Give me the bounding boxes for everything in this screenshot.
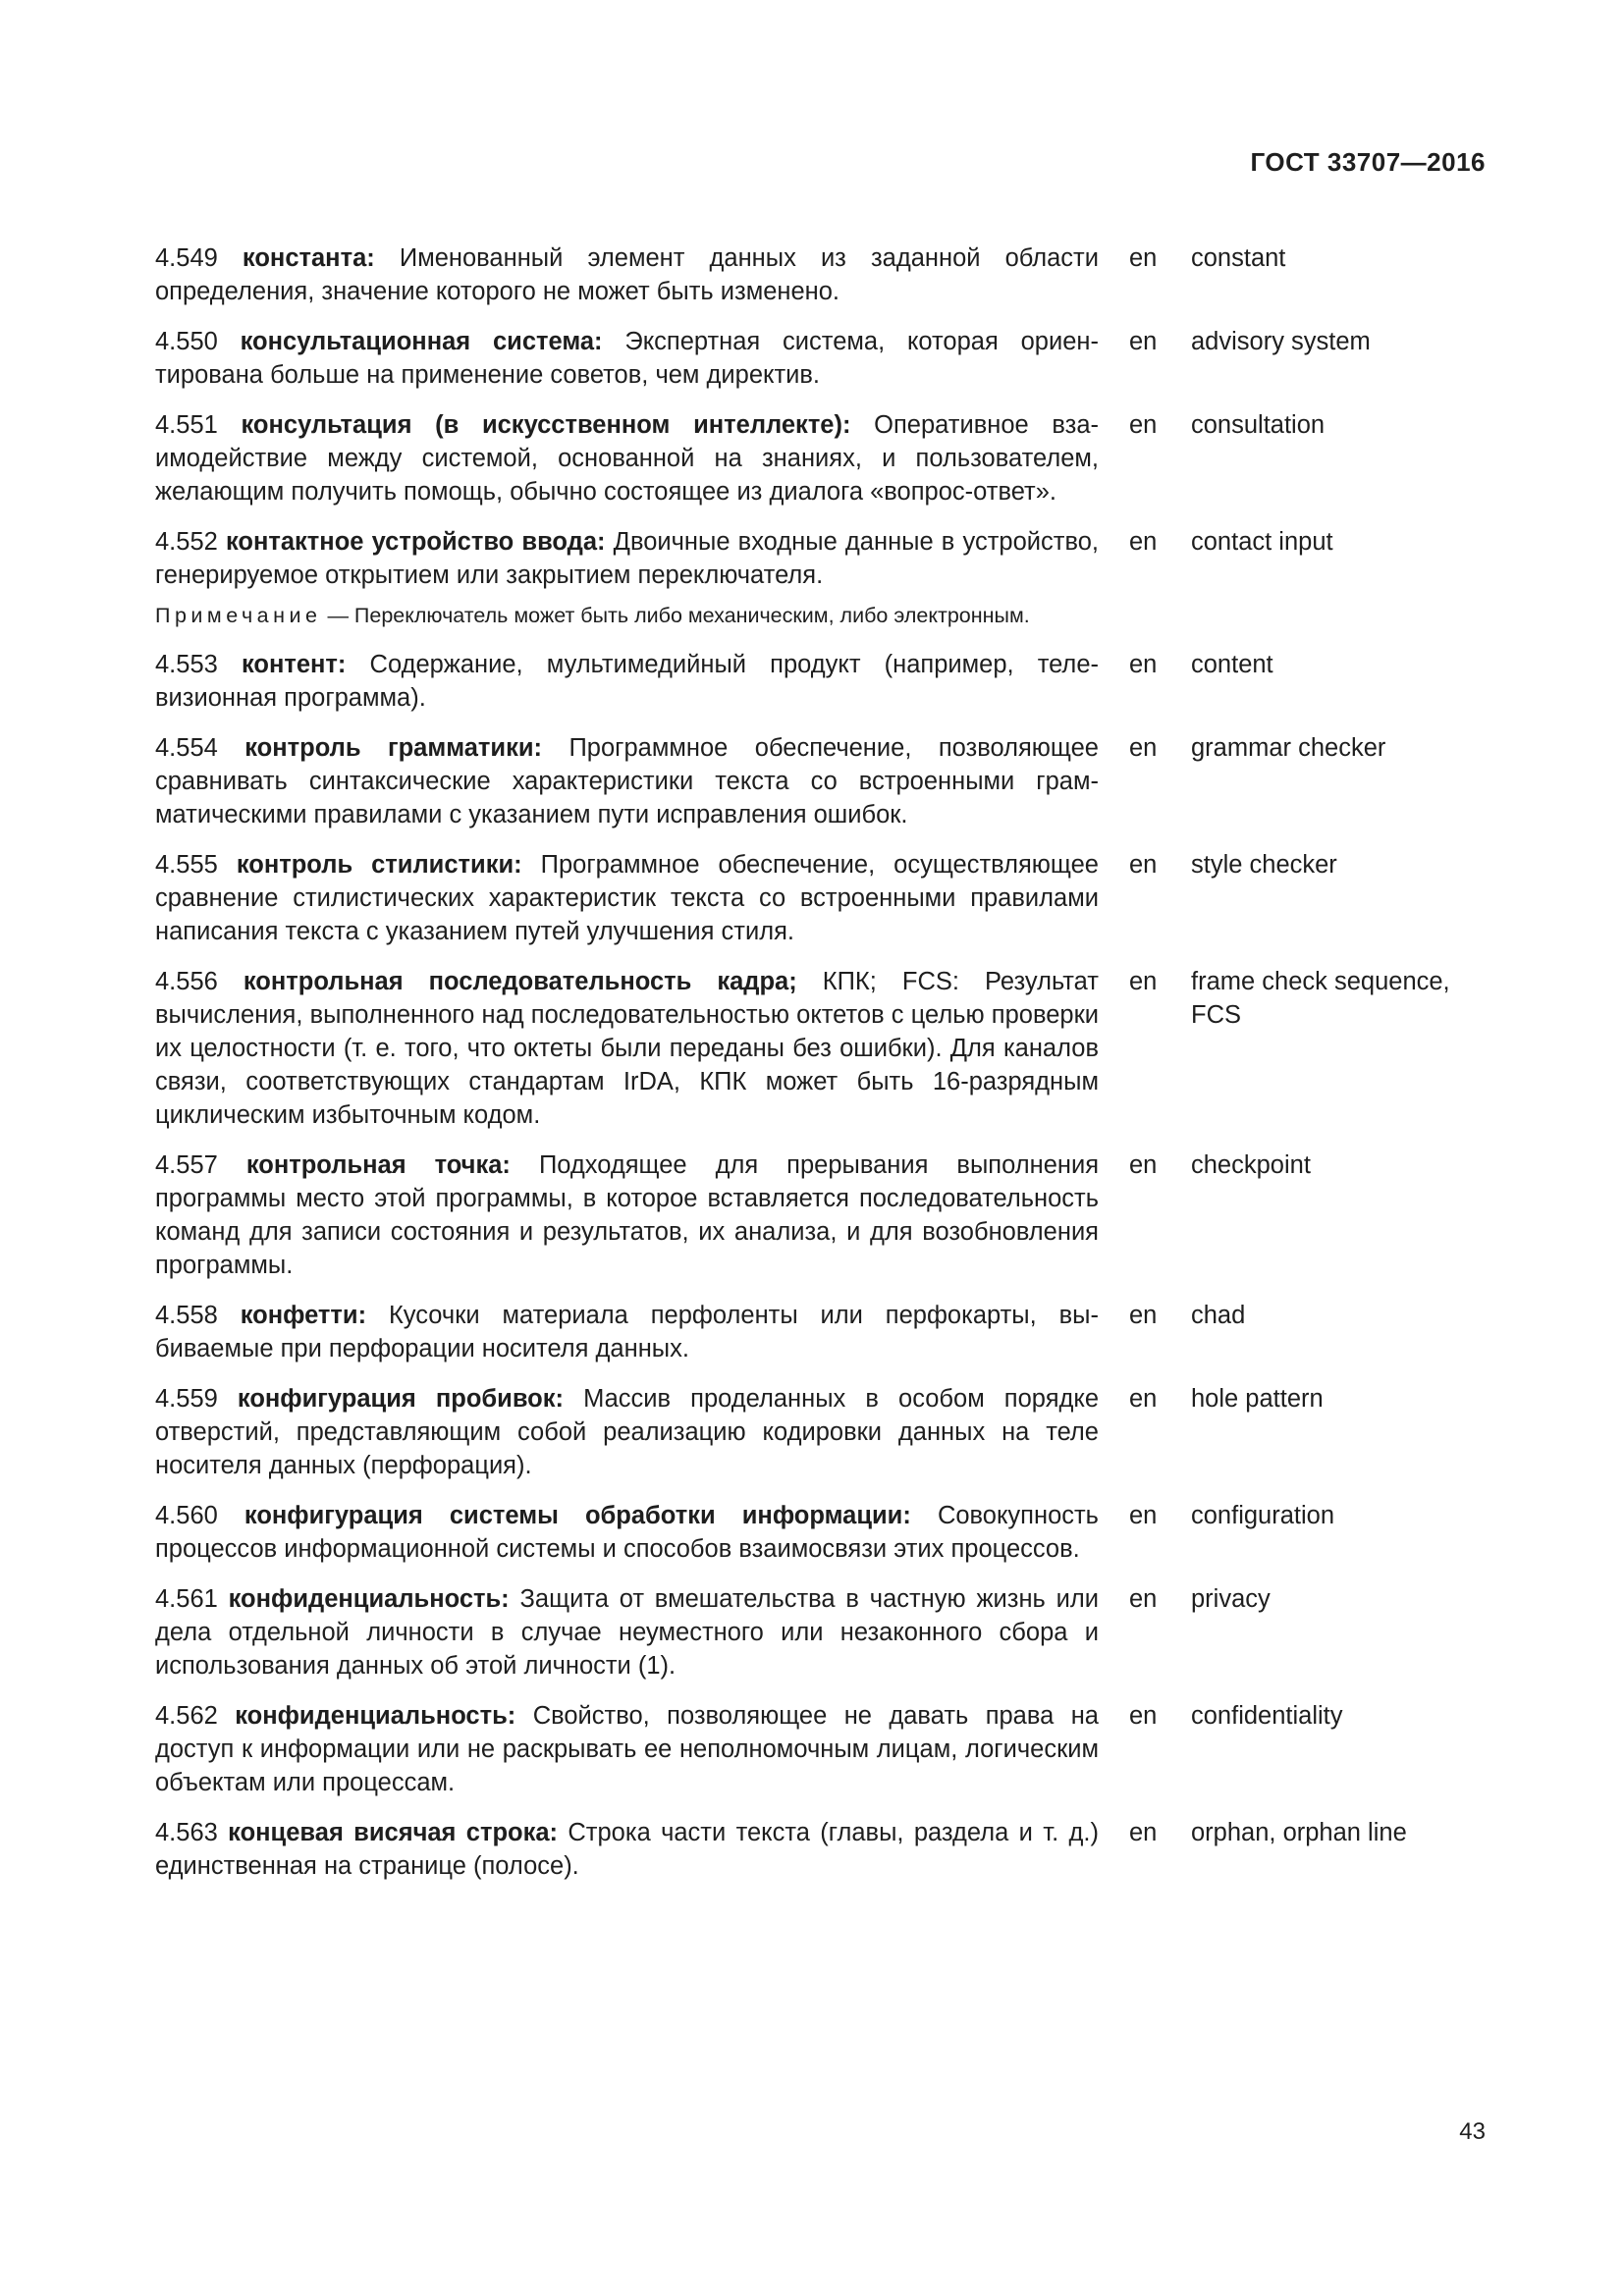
term-name: контент: <box>241 651 347 678</box>
term-definition <box>155 1699 1099 1799</box>
term-number: 4.551 <box>155 411 218 439</box>
term-body: Программное обеспечение, осуществляющее сравнение стилистических характеристик текста со встроенными правилами написания текста с указанием путей улучшения стиля. <box>155 851 1099 945</box>
language-code: en <box>1129 734 1158 762</box>
term-name: контроль грамматики: <box>244 734 543 762</box>
term-number: 4.563 <box>155 1819 218 1846</box>
term-number: 4.554 <box>155 734 218 762</box>
english-equivalent: hole pattern <box>1191 1385 1324 1413</box>
term-definition <box>155 525 1099 592</box>
term-definition <box>155 965 1099 1132</box>
english-equivalent: configuration <box>1191 1502 1335 1529</box>
term-definition <box>155 1499 1099 1566</box>
language-code: en <box>1129 851 1158 879</box>
term-entry-4-550 <box>155 325 1486 392</box>
language-code: en <box>1129 528 1158 556</box>
term-entry-4-549 <box>155 241 1486 308</box>
language-code: en <box>1129 244 1158 272</box>
term-entry-4-553 <box>155 648 1486 715</box>
term-entry-4-563 <box>155 1816 1486 1883</box>
term-entry-4-559 <box>155 1382 1486 1482</box>
term-number: 4.553 <box>155 651 218 678</box>
language-code: en <box>1129 1585 1158 1613</box>
term-definition <box>155 1299 1099 1365</box>
term-definition <box>155 731 1099 831</box>
term-number: 4.556 <box>155 968 218 995</box>
english-equivalent: content <box>1191 651 1273 678</box>
term-number: 4.558 <box>155 1302 218 1329</box>
term-entry-4-555 <box>155 848 1486 948</box>
term-body: Экспертная система, которая ориентирована больше на применение советов, чем директив. <box>155 328 1099 389</box>
note-label: Примечание <box>155 604 322 627</box>
language-code: en <box>1129 1819 1158 1846</box>
term-number: 4.559 <box>155 1385 218 1413</box>
term-entry-4-557 <box>155 1148 1486 1282</box>
term-name: конфигурация системы обработки информации: <box>244 1502 911 1529</box>
term-name: контроль стилистики: <box>236 851 522 879</box>
term-definition <box>155 408 1099 508</box>
term-name: концевая висячая строка: <box>228 1819 559 1846</box>
language-code: en <box>1129 411 1158 439</box>
term-name: контактное устройство ввода: <box>225 528 606 556</box>
language-code: en <box>1129 1502 1158 1529</box>
term-entry-4-561 <box>155 1582 1486 1682</box>
language-code: en <box>1129 328 1158 355</box>
term-entry-4-560 <box>155 1499 1486 1566</box>
language-code: en <box>1129 1151 1158 1179</box>
language-code: en <box>1129 1302 1158 1329</box>
term-entry-4-552 <box>155 525 1486 592</box>
term-list <box>155 241 1486 1899</box>
english-equivalent: constant <box>1191 244 1286 272</box>
term-entry-4-551 <box>155 408 1486 508</box>
term-name: конфигурация пробивок: <box>237 1385 564 1413</box>
term-number: 4.550 <box>155 328 218 355</box>
term-name: конфиденциальность: <box>228 1585 510 1613</box>
term-name: консультационная система: <box>240 328 603 355</box>
term-body: Именованный элемент данных из заданной области определения, значение которого не может быть изменено. <box>155 244 1099 305</box>
term-number: 4.552 <box>155 528 218 556</box>
english-equivalent: privacy <box>1191 1585 1271 1613</box>
term-name: контрольная точка: <box>245 1151 511 1179</box>
english-equivalent: confidentiality <box>1191 1702 1343 1730</box>
term-definition <box>155 648 1099 715</box>
page-number: 43 <box>1459 2118 1486 2145</box>
note-text: — Переключатель может быть либо механическим, либо электронным. <box>327 604 1030 627</box>
term-note <box>155 602 1099 630</box>
term-body: Строка части текста (главы, раздела и т. д.) единственная на странице (полосе). <box>155 1819 1099 1880</box>
term-definition <box>155 1582 1099 1682</box>
term-name: конфетти: <box>240 1302 367 1329</box>
term-number: 4.549 <box>155 244 218 272</box>
term-number: 4.555 <box>155 851 218 879</box>
term-body: КПК; FCS: Результат вычисления, выполненного над последовательностью октетов с целью проверки их целостности (т. е. того, что октеты были переданы без ошибки). Для каналов связи, соответствующих стандартам IrDA, КПК может быть 16-разрядным циклическим избыточным кодом. <box>155 968 1099 1129</box>
term-body: Программное обеспечение, позволяющее сравнивать синтаксические характеристики текста со встроенными грамматическими правилами с указанием пути исправления ошибок. <box>155 734 1099 828</box>
term-body: Оперативное взаимодействие между системой, основанной на знаниях, и пользователем, желающим получить помощь, обычно состоящее из диалога «вопрос-ответ». <box>155 411 1100 506</box>
term-definition <box>155 1816 1099 1883</box>
term-name: константа: <box>242 244 375 272</box>
english-equivalent: consultation <box>1191 411 1326 439</box>
term-definition <box>155 1382 1099 1482</box>
language-code: en <box>1129 1385 1158 1413</box>
term-body: Подходящее для прерывания выполнения программы место этой программы, в которое вставляется последовательность команд для записи состояния и результатов, их анализа, и для возобновления программы. <box>155 1151 1100 1279</box>
term-definition <box>155 325 1099 392</box>
term-body: Защита от вмешательства в частную жизнь или дела отдельной личности в случае неуместного или незаконного сбора и использования данных об этой личности (1). <box>155 1585 1099 1680</box>
term-entry-4-562 <box>155 1699 1486 1799</box>
english-equivalent: orphan, orphan line <box>1191 1819 1407 1846</box>
term-body: Кусочки материала перфоленты или перфокарты, выбиваемые при перфорации носителя данных. <box>155 1302 1099 1362</box>
term-definition <box>155 241 1099 308</box>
english-equivalent: chad <box>1191 1302 1246 1329</box>
language-code: en <box>1129 1702 1158 1730</box>
term-name: конфиденциальность: <box>235 1702 516 1730</box>
english-equivalent: style checker <box>1191 851 1337 879</box>
english-equivalent: grammar checker <box>1191 734 1386 762</box>
term-number: 4.557 <box>155 1151 218 1179</box>
english-equivalent: frame check sequence, FCS <box>1191 968 1450 1029</box>
term-definition <box>155 1148 1099 1282</box>
term-body: Совокупность процессов информационной системы и способов взаимосвязи этих процессов. <box>155 1502 1099 1563</box>
language-code: en <box>1129 651 1158 678</box>
term-name: контрольная последовательность кадра; <box>243 968 797 995</box>
term-name: консультация (в искусственном интеллекте): <box>241 411 851 439</box>
term-entry-4-558 <box>155 1299 1486 1365</box>
term-body: Двоичные входные данные в устройство, генерируемое открытием или закрытием переключателя. <box>155 528 1099 589</box>
english-equivalent: advisory system <box>1191 328 1371 355</box>
term-entry-4-556 <box>155 965 1486 1132</box>
term-body: Массив проделанных в особом порядке отверстий, представляющим собой реализацию кодировки данных на теле носителя данных (перфорация). <box>155 1385 1100 1479</box>
term-definition <box>155 848 1099 948</box>
english-equivalent: checkpoint <box>1191 1151 1311 1179</box>
term-number: 4.560 <box>155 1502 218 1529</box>
term-entry-4-554 <box>155 731 1486 831</box>
language-code: en <box>1129 968 1158 995</box>
document-header: ГОСТ 33707—2016 <box>1250 147 1486 177</box>
english-equivalent: contact input <box>1191 528 1333 556</box>
term-number: 4.561 <box>155 1585 218 1613</box>
term-body: Содержание, мультимедийный продукт (например, телевизионная программа). <box>155 651 1099 712</box>
term-body: Свойство, позволяющее не давать права на доступ к информации или не раскрывать ее неполномочным лицам, логическим объектам или процессам. <box>155 1702 1099 1796</box>
term-number: 4.562 <box>155 1702 218 1730</box>
